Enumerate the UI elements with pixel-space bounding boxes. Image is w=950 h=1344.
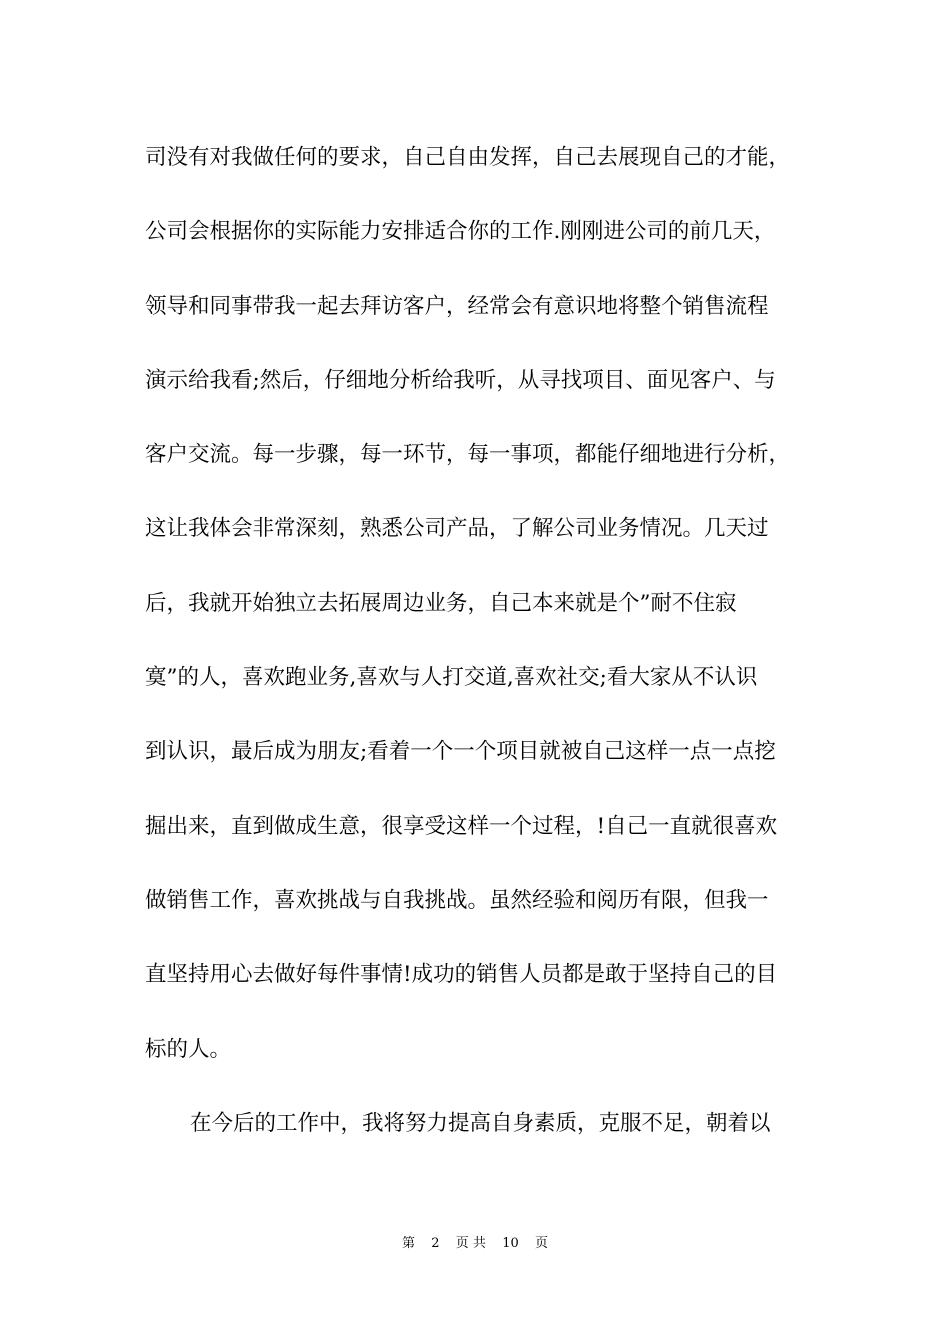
text-line: 标的人。 <box>145 1036 232 1062</box>
text-line: 掘出来，直到做成生意，很享受这样一个过程，!自己一直就很喜欢 <box>145 813 778 839</box>
page-footer <box>0 1232 950 1251</box>
text-line: 直坚持用心去做好每件事情!成功的销售人员都是敢于坚持自己的目 <box>145 962 778 988</box>
text-line: 客户交流。每一步骤，每一环节，每一事项，都能仔细地进行分析， <box>145 442 791 468</box>
footer-suffix: 页 <box>535 1236 549 1251</box>
document-body <box>145 132 825 1172</box>
footer-middle: 页 共 <box>455 1236 486 1251</box>
page-total: 10 <box>502 1236 519 1251</box>
text-line: 到认识，最后成为朋友;看着一个一个项目就被自己这样一点一点挖 <box>145 739 776 765</box>
page-number: 2 <box>431 1236 440 1251</box>
text-line: 领导和同事带我一起去拜访客户，经常会有意识地将整个销售流程 <box>145 293 769 319</box>
text-line: 寞”的人，喜欢跑业务,喜欢与人打交道,喜欢社交;看大家从不认识 <box>145 665 758 691</box>
text-line: 公司会根据你的实际能力安排适合你的工作.刚刚进公司的前几天， <box>145 219 776 245</box>
paragraph-start-line: 在今后的工作中，我将努力提高自身素质，克服不足，朝着以 <box>190 1110 771 1136</box>
text-line: 后，我就开始独立去拓展周边业务，自己本来就是个”耐不住寂 <box>145 590 737 616</box>
text-line: 演示给我看;然后，仔细地分析给我听，从寻找项目、面见客户、与 <box>145 367 776 393</box>
footer-prefix: 第 <box>401 1236 415 1251</box>
text-line: 做销售工作，喜欢挑战与自我挑战。虽然经验和阅历有限，但我一 <box>145 887 769 913</box>
text-line: 司没有对我做任何的要求，自己自由发挥，自己去展现自己的才能， <box>145 145 791 170</box>
text-line: 这让我体会非常深刻，熟悉公司产品，了解公司业务情况。几天过 <box>145 516 769 542</box>
